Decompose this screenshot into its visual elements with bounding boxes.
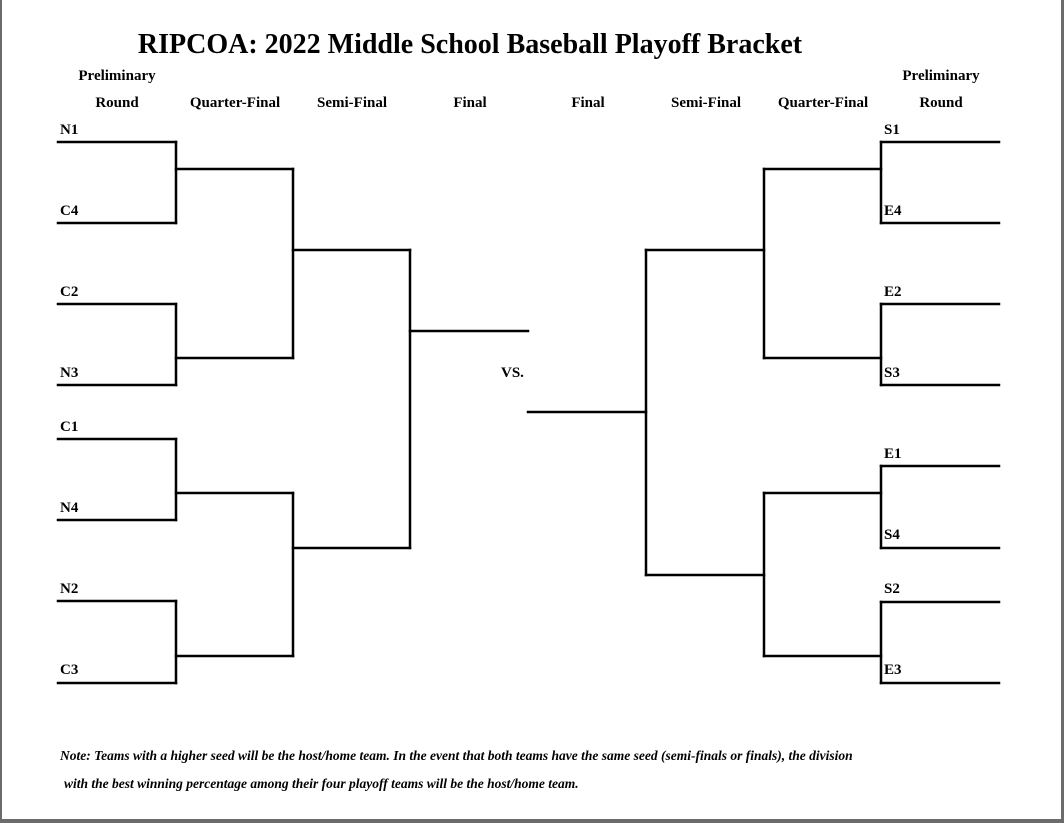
left-header-round: Round [95,95,139,111]
right-quarter-line [764,169,881,656]
left-seed-label: C2 [60,284,79,300]
page-title: RIPCOA: 2022 Middle School Baseball Playoff Bracket [137,29,803,60]
footnote-line-2: with the best winning percentage among their four playoff teams will be the host/home team. [64,776,579,791]
right-seed-label: E1 [884,446,902,462]
right-seed-label: S4 [884,527,900,543]
left-seed-label: C4 [60,203,79,219]
right-semi-line [646,250,764,575]
right-prelim-line [881,142,999,683]
right-seed-label: S3 [884,365,900,381]
left-seed-label: C1 [60,419,79,435]
right-seed-label: S2 [884,581,900,597]
left-seed-label: N4 [60,500,79,516]
right-header-preliminary: Preliminary [902,68,980,84]
left-header-preliminary: Preliminary [78,68,156,84]
right-header-semi-final: Semi-Final [671,95,741,111]
left-seed-label: C3 [60,662,79,678]
right-seed-label: E2 [884,284,902,300]
left-header-quarter-final: Quarter-Final [189,95,281,111]
right-header-quarter-final: Quarter-Final [777,95,869,111]
left-seed-label: N2 [60,581,79,597]
left-header-final: Final [453,95,487,111]
vs-label: VS. [501,365,524,381]
right-header-round: Round [919,95,963,111]
left-prelim-line [58,142,176,683]
left-quarter-line [176,169,293,656]
left-header-semi-final: Semi-Final [317,95,387,111]
right-seed-label: E4 [884,203,902,219]
right-seed-label: E3 [884,662,902,678]
left-semi-line [293,250,410,548]
left-seed-label: N3 [60,365,79,381]
right-header-final: Final [571,95,605,111]
footnote [60,742,853,798]
right-seed-label: S1 [884,122,900,138]
footnote-line-1: Note: Teams with a higher seed will be the host/home team. In the event that both teams have the same seed (semi-finals or finals), the division [60,748,853,763]
left-seed-label: N1 [60,122,79,138]
